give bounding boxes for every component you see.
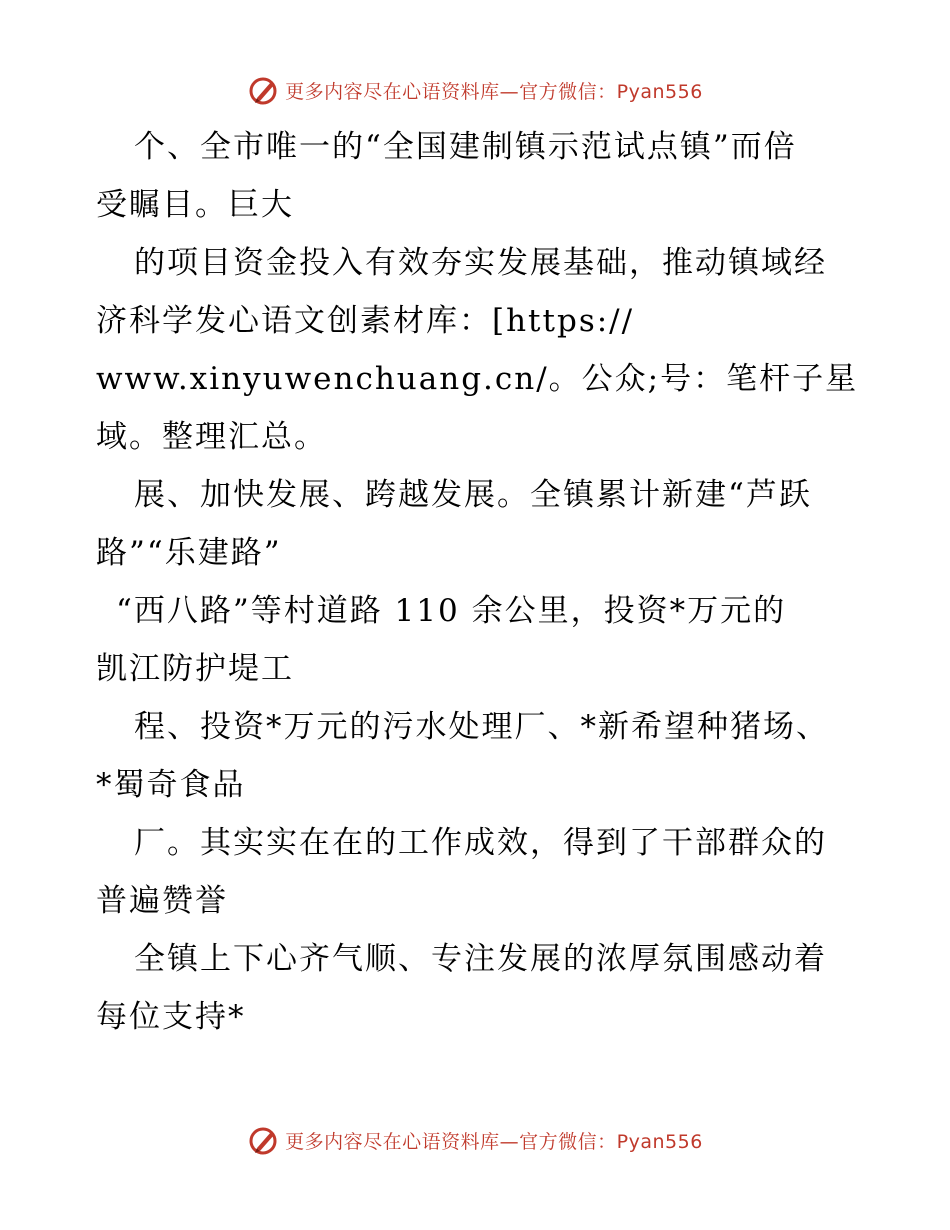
footer-banner — [0, 1120, 950, 1160]
header-banner-text: 更多内容尽在心语资料库—官方微信：Pyan556 — [285, 80, 703, 103]
footer-banner-text: 更多内容尽在心语资料库—官方微信：Pyan556 — [285, 1130, 703, 1153]
body-line: 每位支持* — [96, 999, 246, 1035]
pen-logo-icon — [247, 74, 279, 106]
body-line: 的项目资金投入有效夯实发展基础，推动镇域经 — [134, 245, 827, 281]
body-line: 凯江防护堤工 — [96, 651, 294, 687]
body-line: 厂。其实实在在的工作成效，得到了干部群众的 — [134, 825, 827, 861]
body-line: 全镇上下心齐气顺、专注发展的浓厚氛围感动着 — [134, 941, 827, 977]
body-line: 个、全市唯一的“全国建制镇示范试点镇”而倍 — [134, 129, 797, 165]
pen-logo-icon — [247, 1124, 279, 1156]
body-line: 展、加快发展、跨越发展。全镇累计新建“芦跃 — [134, 477, 812, 513]
header-banner — [0, 70, 950, 110]
body-line: 受瞩目。巨大 — [96, 187, 294, 223]
body-line: 域。整理汇总。 — [96, 419, 327, 455]
body-line: 普遍赞誉 — [96, 883, 228, 919]
body-line: 济科学发心语文创素材库：[https:// — [96, 303, 635, 339]
body-line: *蜀奇食品 — [96, 767, 246, 803]
body-line: www.xinyuwenchuang.cn/。公众;号：笔杆子星 — [96, 361, 859, 397]
body-line: “西八路”等村道路 110 余公里，投资*万元的 — [116, 593, 787, 629]
body-line: 路”“乐建路” — [96, 535, 282, 571]
body-line: 程、投资*万元的污水处理厂、*新希望种猪场、 — [134, 709, 829, 745]
document-body — [96, 118, 866, 1046]
